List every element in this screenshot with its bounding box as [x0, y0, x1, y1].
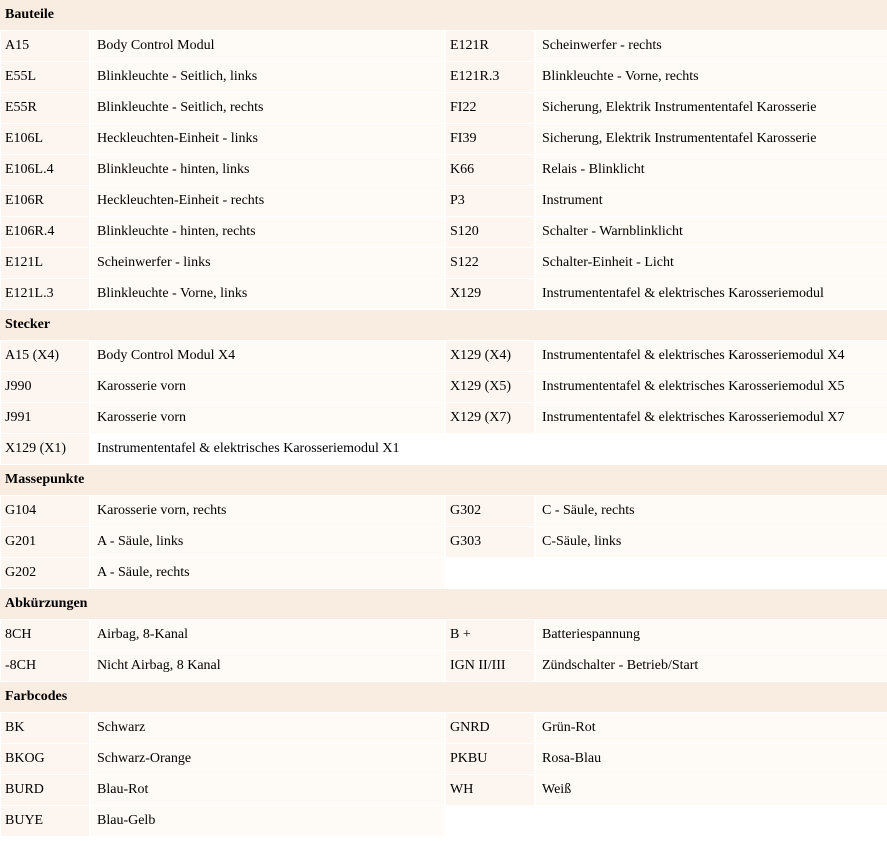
- legend-description: Airbag, 8-Kanal: [91, 620, 444, 650]
- legend-code: E106L: [1, 124, 89, 154]
- legend-description: Heckleuchten-Einheit - links: [91, 124, 444, 154]
- empty-cell: [446, 558, 534, 588]
- legend-description: Grün-Rot: [536, 713, 887, 743]
- legend-description: Batteriespannung: [536, 620, 887, 650]
- legend-code: BURD: [1, 775, 89, 805]
- legend-code: G202: [1, 558, 89, 588]
- legend-code: GNRD: [446, 713, 534, 743]
- legend-code: BUYE: [1, 806, 89, 836]
- section-header: Stecker: [0, 310, 887, 340]
- section-rows: [0, 620, 887, 681]
- legend-description: Scheinwerfer - links: [91, 248, 444, 278]
- legend-description: Blinkleuchte - Vorne, rechts: [536, 62, 887, 92]
- legend-code: X129: [446, 279, 534, 309]
- legend-description: Blinkleuchte - Seitlich, links: [91, 62, 444, 92]
- legend-description: Scheinwerfer - rechts: [536, 31, 887, 61]
- legend-description: Schalter-Einheit - Licht: [536, 248, 887, 278]
- legend-code: G302: [446, 496, 534, 526]
- legend-code: S122: [446, 248, 534, 278]
- legend-description: Karosserie vorn: [91, 403, 444, 433]
- legend-description: Instrumententafel & elektrisches Karosseriemodul X7: [536, 403, 887, 433]
- legend-description: Blinkleuchte - Seitlich, rechts: [91, 93, 444, 123]
- legend-code: X129 (X1): [1, 434, 89, 464]
- legend-code: B +: [446, 620, 534, 650]
- legend-code: A15 (X4): [1, 341, 89, 371]
- legend-description: Instrument: [536, 186, 887, 216]
- legend-description: Schwarz-Orange: [91, 744, 444, 774]
- legend-code: IGN II/III: [446, 651, 534, 681]
- legend-description: A - Säule, rechts: [91, 558, 444, 588]
- legend-description: Heckleuchten-Einheit - rechts: [91, 186, 444, 216]
- legend-code: J990: [1, 372, 89, 402]
- section-rows: [0, 496, 887, 588]
- legend-code: E55L: [1, 62, 89, 92]
- legend-description: Body Control Modul: [91, 31, 444, 61]
- legend-description: Relais - Blinklicht: [536, 155, 887, 185]
- legend-code: E121L.3: [1, 279, 89, 309]
- legend-code: A15: [1, 31, 89, 61]
- empty-cell: [446, 806, 534, 836]
- legend-code: E55R: [1, 93, 89, 123]
- legend-code: -8CH: [1, 651, 89, 681]
- legend-description: Schwarz: [91, 713, 444, 743]
- legend-code: BKOG: [1, 744, 89, 774]
- legend-code: X129 (X4): [446, 341, 534, 371]
- legend-code: FI22: [446, 93, 534, 123]
- empty-cell: [536, 806, 887, 836]
- section-rows: [0, 31, 887, 309]
- legend-description: Body Control Modul X4: [91, 341, 444, 371]
- section-header: Abkürzungen: [0, 589, 887, 619]
- legend-description: Sicherung, Elektrik Instrumententafel Karosserie: [536, 124, 887, 154]
- legend-description: C-Säule, links: [536, 527, 887, 557]
- legend-description: Nicht Airbag, 8 Kanal: [91, 651, 444, 681]
- legend-description: Blinkleuchte - Vorne, links: [91, 279, 444, 309]
- legend-description: Sicherung, Elektrik Instrumententafel Karosserie: [536, 93, 887, 123]
- section-rows: [0, 341, 887, 464]
- legend-code: X129 (X7): [446, 403, 534, 433]
- legend-description: A - Säule, links: [91, 527, 444, 557]
- legend-code: E106R.4: [1, 217, 89, 247]
- section-header: Bauteile: [0, 0, 887, 30]
- legend-code: E121R: [446, 31, 534, 61]
- legend-description: Instrumententafel & elektrisches Karosseriemodul X1: [91, 434, 887, 464]
- legend-description: Karosserie vorn, rechts: [91, 496, 444, 526]
- legend-code: E121L: [1, 248, 89, 278]
- legend-code: PKBU: [446, 744, 534, 774]
- legend-code: X129 (X5): [446, 372, 534, 402]
- legend-code: WH: [446, 775, 534, 805]
- legend-code: 8CH: [1, 620, 89, 650]
- legend-description: Blinkleuchte - hinten, links: [91, 155, 444, 185]
- legend-description: Blinkleuchte - hinten, rechts: [91, 217, 444, 247]
- legend-description: Instrumententafel & elektrisches Karosseriemodul: [536, 279, 887, 309]
- legend-code: E106R: [1, 186, 89, 216]
- legend-code: G303: [446, 527, 534, 557]
- legend-code: P3: [446, 186, 534, 216]
- legend-description: Blau-Gelb: [91, 806, 444, 836]
- legend-code: J991: [1, 403, 89, 433]
- legend-description: Rosa-Blau: [536, 744, 887, 774]
- legend-description: Karosserie vorn: [91, 372, 444, 402]
- legend-description: Instrumententafel & elektrisches Karosseriemodul X5: [536, 372, 887, 402]
- legend-description: C - Säule, rechts: [536, 496, 887, 526]
- section-header: Farbcodes: [0, 682, 887, 712]
- legend-description: Weiß: [536, 775, 887, 805]
- legend-description: Instrumententafel & elektrisches Karosseriemodul X4: [536, 341, 887, 371]
- empty-cell: [536, 558, 887, 588]
- legend-description: Schalter - Warnblinklicht: [536, 217, 887, 247]
- legend-code: FI39: [446, 124, 534, 154]
- legend-code: K66: [446, 155, 534, 185]
- section-header: Massepunkte: [0, 465, 887, 495]
- legend-description: Zündschalter - Betrieb/Start: [536, 651, 887, 681]
- legend-code: G201: [1, 527, 89, 557]
- legend-code: E106L.4: [1, 155, 89, 185]
- section-rows: [0, 713, 887, 836]
- legend-description: Blau-Rot: [91, 775, 444, 805]
- legend-code: E121R.3: [446, 62, 534, 92]
- legend-code: S120: [446, 217, 534, 247]
- legend-code: G104: [1, 496, 89, 526]
- legend-code: BK: [1, 713, 89, 743]
